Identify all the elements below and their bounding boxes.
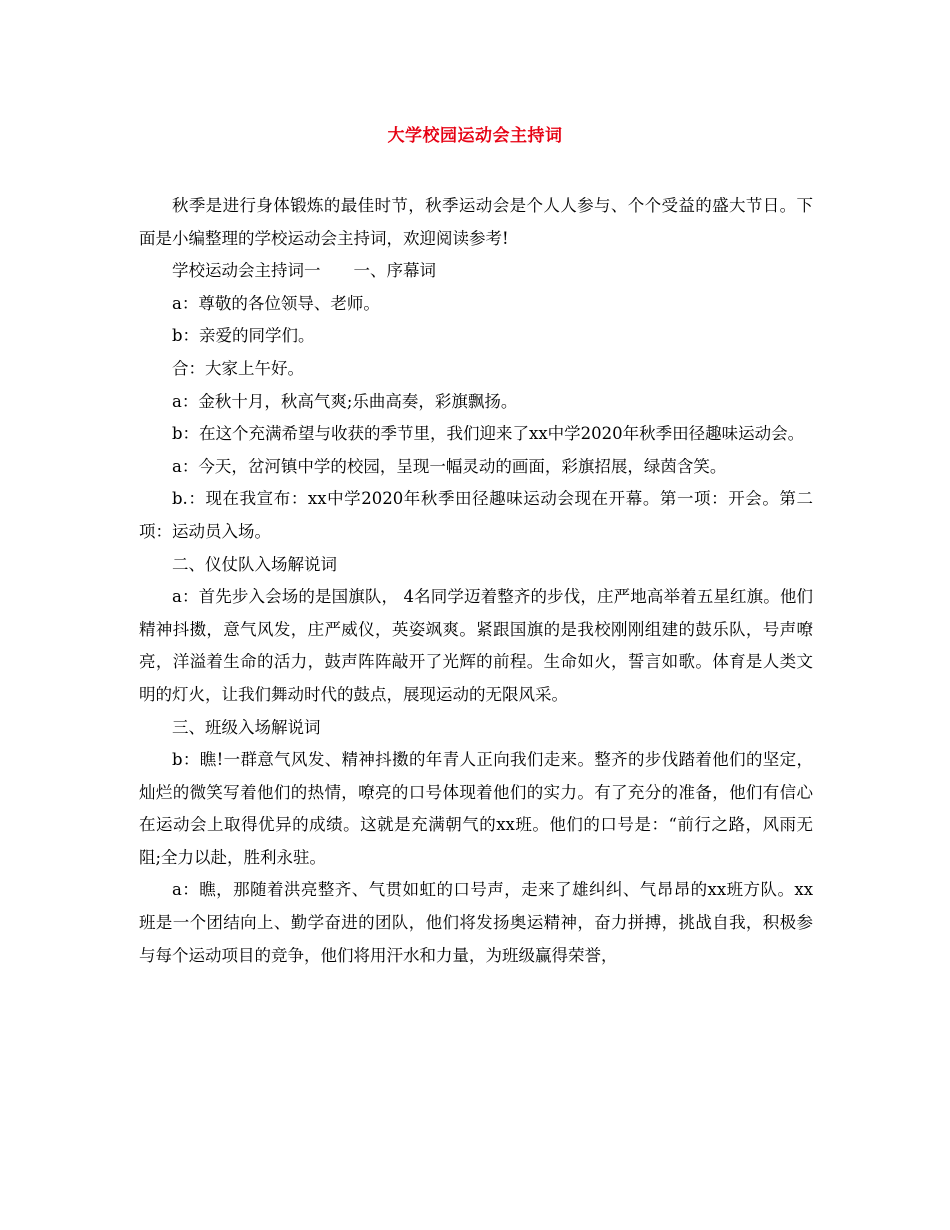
paragraph: a：首先步入会场的是国旗队， 4名同学迈着整齐的步伐，庄严地高举着五星红旗。他们精神抖擞，意气风发，庄严威仪，英姿飒爽。紧跟国旗的是我校刚刚组建的鼓乐队，号声嘹亮，洋溢着生命的活力，鼓声阵阵敲开了光辉的前程。生命如火，誓言如歌。体育是人类文明的灯火，让我们舞动时代的鼓点，展现运动的无限风采。 xyxy=(139,587,813,704)
paragraph: a：尊敬的各位领导、老师。 xyxy=(172,293,380,313)
paragraph: 二、仪仗队入场解说词 xyxy=(172,554,337,574)
document-body xyxy=(139,190,813,972)
paragraph: 合：大家上午好。 xyxy=(172,358,304,378)
paragraph: b：瞧!一群意气风发、精神抖擞的年青人正向我们走来。整齐的步伐踏着他们的坚定，灿烂的微笑写着他们的热情，嘹亮的口号体现着他们的实力。有了充分的准备，他们有信心在运动会上取得优异的成绩。这就是充满朝气的xx班。他们的口号是：“前行之路，风雨无阻;全力以赴，胜利永驻。 xyxy=(139,750,813,867)
document-title: 大学校园运动会主持词 xyxy=(387,126,563,146)
paragraph: b：亲爱的同学们。 xyxy=(172,326,315,346)
paragraph: b：在这个充满希望与收获的季节里，我们迎来了xx中学2020年秋季田径趣味运动会。 xyxy=(172,424,805,444)
paragraph: 学校运动会主持词一 一、序幕词 xyxy=(172,261,436,281)
paragraph: a：瞧，那随着洪亮整齐、气贯如虹的口号声，走来了雄纠纠、气昂昂的xx班方队。xx班是一个团结向上、勤学奋进的团队，他们将发扬奥运精神，奋力拼搏，挑战自我，积极参与每个运动项目的竞争，他们将用汗水和力量，为班级赢得荣誉， xyxy=(139,880,813,965)
paragraph: a：今天，岔河镇中学的校园，呈现一幅灵动的画面，彩旗招展，绿茵含笑。 xyxy=(172,456,727,476)
paragraph: 三、班级入场解说词 xyxy=(172,717,321,737)
paragraph: 秋季是进行身体锻炼的最佳时节，秋季运动会是个人人参与、个个受益的盛大节日。下面是小编整理的学校运动会主持词，欢迎阅读参考! xyxy=(139,196,813,248)
paragraph: a：金秋十月，秋高气爽;乐曲高奏，彩旗飘扬。 xyxy=(172,391,518,411)
paragraph: b.：现在我宣布：xx中学2020年秋季田径趣味运动会现在开幕。第一项：开会。第二项：运动员入场。 xyxy=(139,489,813,541)
